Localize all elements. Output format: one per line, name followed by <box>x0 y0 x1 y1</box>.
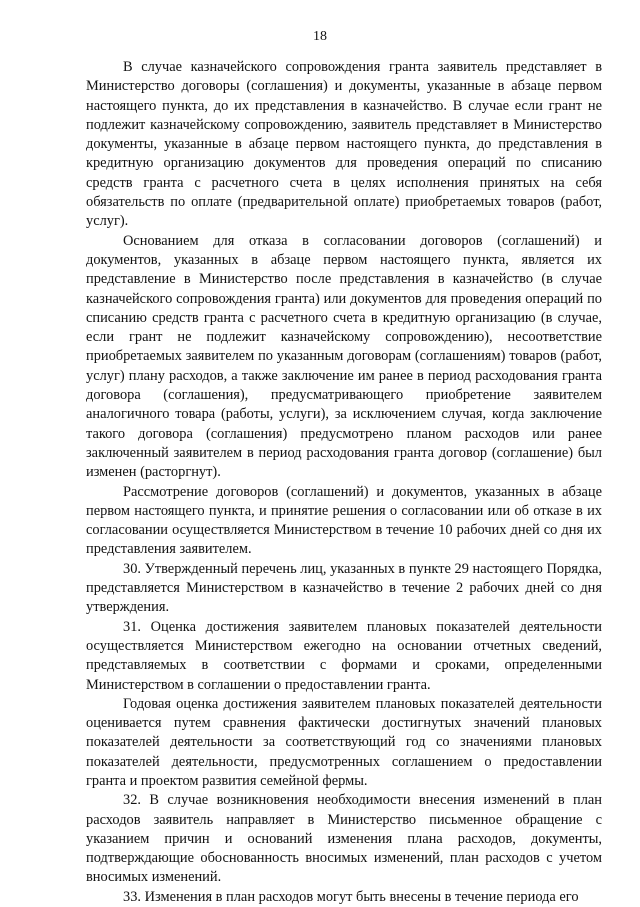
paragraph-review-period: Рассмотрение договоров (соглашений) и документов, указанных в абзаце первом настоящего пункта, и принятие решения о согласовании или об отказе в их согласовании осуществляется Министерством в течение 10 рабочих дней со дня их представления заявителем. <box>86 483 602 558</box>
page-number: 18 <box>313 29 327 44</box>
paragraph-treasury-support: В случае казначейского сопровождения гранта заявитель представляет в Министерство договоры (соглашения) и документы, указанные в абзаце первом настоящего пункта, до их представления в казначейство. В случае если грант не подлежит казначейскому сопровождению, заявитель представляет в Министерство документы, указанные в абзаце первом настоящего пункта, до представления в кредитную организацию документов для проведения операций по списанию средств гранта с расчетного счета в целях исполнения принятых на себя обязательств по оплате (предварительной оплате) приобретаемых товаров (работ, услуг). <box>86 59 602 230</box>
paragraph-item-30: 30. Утвержденный перечень лиц, указанных в пункте 29 настоящего Порядка, представляется Министерством в казначейство в течение 2 рабочих дней со дня утверждения. <box>86 560 602 616</box>
paragraph-annual-assessment: Годовая оценка достижения заявителем плановых показателей деятельности оценивается путем сравнения фактически достигнутых значений плановых показателей деятельности за соответствующий год со значениями плановых показателей деятельности, предусмотренных соглашением о предоставлении гранта и проектом развития семейной фермы. <box>86 695 602 789</box>
paragraph-item-31: 31. Оценка достижения заявителем плановых показателей деятельности осуществляется Министерством ежегодно на основании отчетных сведений, представляемых в соответствии с формами и сроками, определенными Министерством в соглашении о предоставлении гранта. <box>86 618 602 693</box>
paragraph-item-32: 32. В случае возникновения необходимости внесения изменений в план расходов заявитель направляет в Министерство письменное обращение с указанием причин и оснований изменения плана расходов, документы, подтверждающие обоснованность вносимых изменений, план расходов с учетом вносимых изменений. <box>86 792 602 886</box>
document-body <box>86 58 602 907</box>
paragraph-item-33: 33. Изменения в план расходов могут быть внесены в течение периода его <box>123 888 579 905</box>
paragraph-refusal-grounds: Основанием для отказа в согласовании договоров (соглашений) и документов, указанных в абзаце первом настоящего пункта, является их представление в Министерство после представления в казначейство (в случае казначейского сопровождения гранта) или документов для проведения операций по списанию средств гранта с расчетного счета в кредитную организацию (в случае, если грант не подлежит казначейскому сопровождению), несоответствие приобретаемых заявителем по указанным договорам (соглашениям) товаров (работ, услуг) плану расходов, а также заключение им ранее в период расходования гранта договора (соглашения), предусматривающего приобретение заявителем аналогичного товара (работы, услуги), за исключением случая, когда заключение такого договора (соглашения) предусмотрено планом расходов или ранее заключенный заявителем в период расходования гранта договор (соглашение) был изменен (расторгнут). <box>86 232 602 481</box>
